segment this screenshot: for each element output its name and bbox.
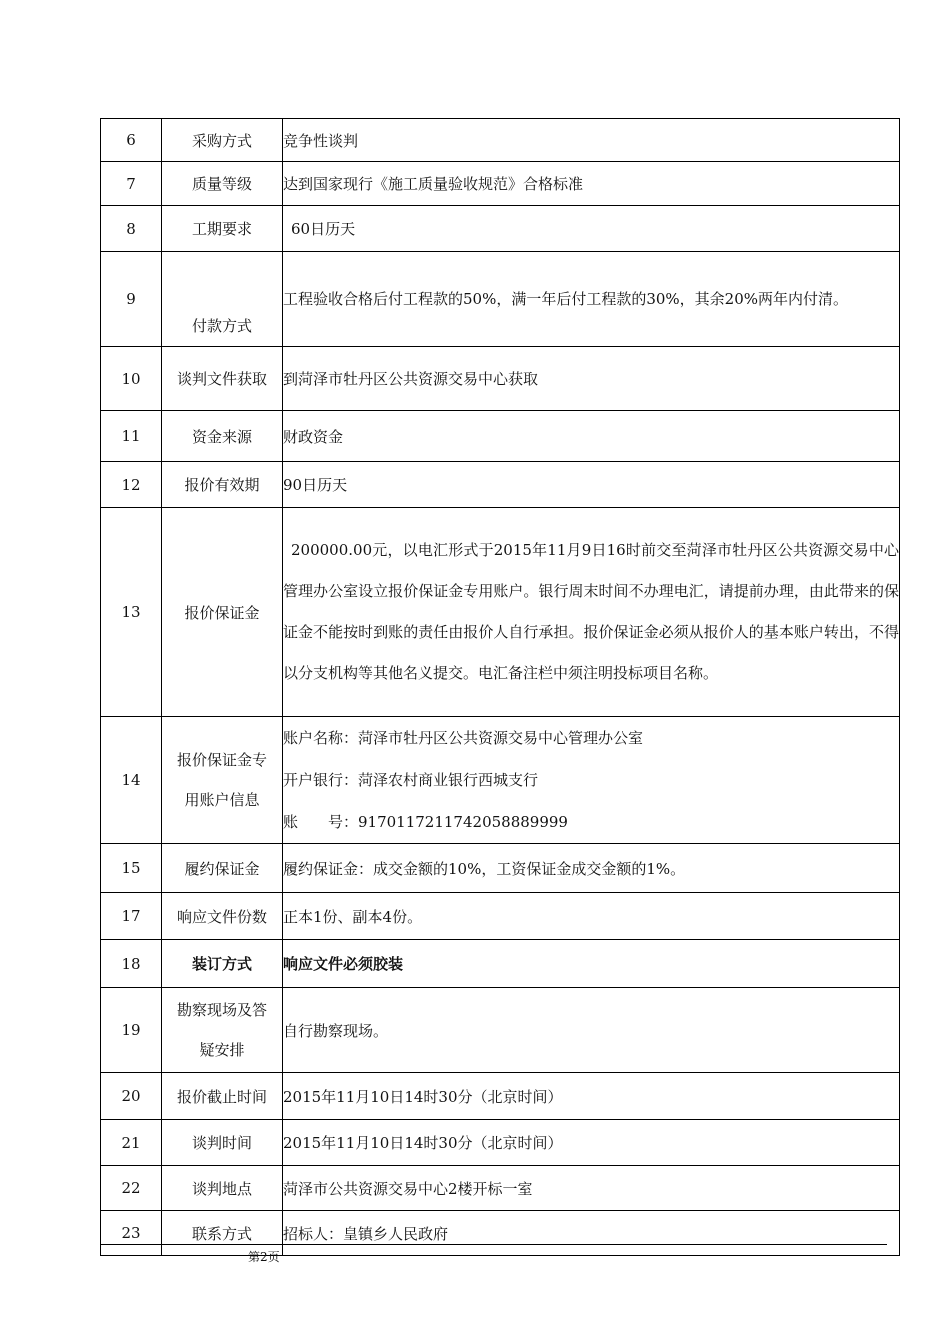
table-row: [101, 347, 900, 411]
row-item: 工期要求: [162, 206, 283, 252]
row-content: 菏泽市公共资源交易中心2楼开标一室: [283, 1166, 900, 1211]
table-row: [101, 988, 900, 1073]
bank-line: 开户银行：菏泽农村商业银行西城支行: [283, 771, 539, 789]
row-content: 2015年11月10日14时30分（北京时间）: [283, 1073, 900, 1120]
row-content: 2015年11月10日14时30分（北京时间）: [283, 1120, 900, 1166]
table-row: [101, 252, 900, 347]
row-content: [283, 508, 900, 717]
row-content: 招标人：皇镇乡人民政府: [283, 1211, 900, 1256]
footer-rule: [100, 1244, 887, 1245]
row-number: 23: [101, 1211, 162, 1256]
row-item-text: 报价保证金专用账户信息: [176, 751, 267, 809]
row-number: 14: [101, 717, 162, 844]
row-content: 达到国家现行《施工质量验收规范》合格标准: [283, 162, 900, 206]
table-row: [101, 162, 900, 206]
row-number: 6: [101, 119, 162, 162]
row-item: 采购方式: [162, 119, 283, 162]
row-number: 19: [101, 988, 162, 1073]
row-number: 7: [101, 162, 162, 206]
row-content: 到菏泽市牡丹区公共资源交易中心获取: [283, 347, 900, 411]
procurement-info-table: [100, 118, 900, 1256]
row-number: 17: [101, 893, 162, 940]
row-item: 谈判时间: [162, 1120, 283, 1166]
row-number: 22: [101, 1166, 162, 1211]
row-item-text: 付款方式: [191, 317, 252, 335]
table-row: [101, 940, 900, 988]
page-number: 第2页: [248, 1250, 280, 1264]
row-item: 谈判地点: [162, 1166, 283, 1211]
row-number: 10: [101, 347, 162, 411]
row-item: 资金来源: [162, 411, 283, 462]
row-item: 报价截止时间: [162, 1073, 283, 1120]
table-row: [101, 1211, 900, 1256]
row-content: 履约保证金：成交金额的10%，工资保证金成交金额的1%。: [283, 844, 900, 893]
row-number: 21: [101, 1120, 162, 1166]
row-number: 13: [101, 508, 162, 717]
row-item: 装订方式: [162, 940, 283, 988]
row-item: 履约保证金: [162, 844, 283, 893]
table-row: [101, 1120, 900, 1166]
row-number: 11: [101, 411, 162, 462]
table-row: [101, 893, 900, 940]
account-number-line: 账 号：917011721174205888999​9: [283, 813, 568, 831]
row-content-text: 工程验收合格后付工程款的50%，满一年后付工程款的30%，其余20%两年内付清。: [283, 290, 849, 308]
table-row: [101, 717, 900, 844]
row-number: 15: [101, 844, 162, 893]
row-number: 12: [101, 462, 162, 508]
row-item: 报价有效期: [162, 462, 283, 508]
table-row: [101, 462, 900, 508]
table-row: [101, 1073, 900, 1120]
row-item: 报价保证金: [162, 508, 283, 717]
row-number: 18: [101, 940, 162, 988]
row-item: 联系方式: [162, 1211, 283, 1256]
row-number: 20: [101, 1073, 162, 1120]
row-content: 自行勘察现场。: [283, 988, 900, 1073]
row-item: [162, 988, 283, 1073]
row-content: 90日历天: [283, 462, 900, 508]
row-content: [283, 206, 900, 252]
row-content-text: 60日历天: [291, 220, 356, 238]
row-item-text: 勘察现场及答疑安排: [176, 1001, 267, 1059]
table-row: [101, 411, 900, 462]
table-row: [101, 119, 900, 162]
row-content: 响应文件必须胶装: [283, 940, 900, 988]
row-content-text: 200000.00元，以电汇形式于2015年11月9日16时前交至菏泽市牡丹区公共资源交易中心管理办公室设立报价保证金专用账户。银行周末时间不办理电汇，请提前办理，由此带来的保证金不能按时到账的责任由报价人自行承担。报价保证金必须从报价人的基本账户转出，不得以分支机构等其他名义提交。电汇备注栏中须注明投标项目名称。: [283, 541, 899, 682]
row-item: 响应文件份数: [162, 893, 283, 940]
row-item: 质量等级: [162, 162, 283, 206]
table-row: [101, 508, 900, 717]
table-row: [101, 844, 900, 893]
row-content: [283, 717, 900, 844]
row-content: 竞争性谈判: [283, 119, 900, 162]
account-name-line: 账户名称：菏泽市牡丹区公共资源交易中心管理办公室: [283, 729, 644, 747]
row-content: [283, 252, 900, 347]
table-row: [101, 1166, 900, 1211]
row-content: 正本1份、副本4份。: [283, 893, 900, 940]
row-item: [162, 252, 283, 347]
row-number: 9: [101, 252, 162, 347]
table-row: [101, 206, 900, 252]
row-item: [162, 717, 283, 844]
row-item: 谈判文件获取: [162, 347, 283, 411]
row-content: 财政资金: [283, 411, 900, 462]
row-number: 8: [101, 206, 162, 252]
